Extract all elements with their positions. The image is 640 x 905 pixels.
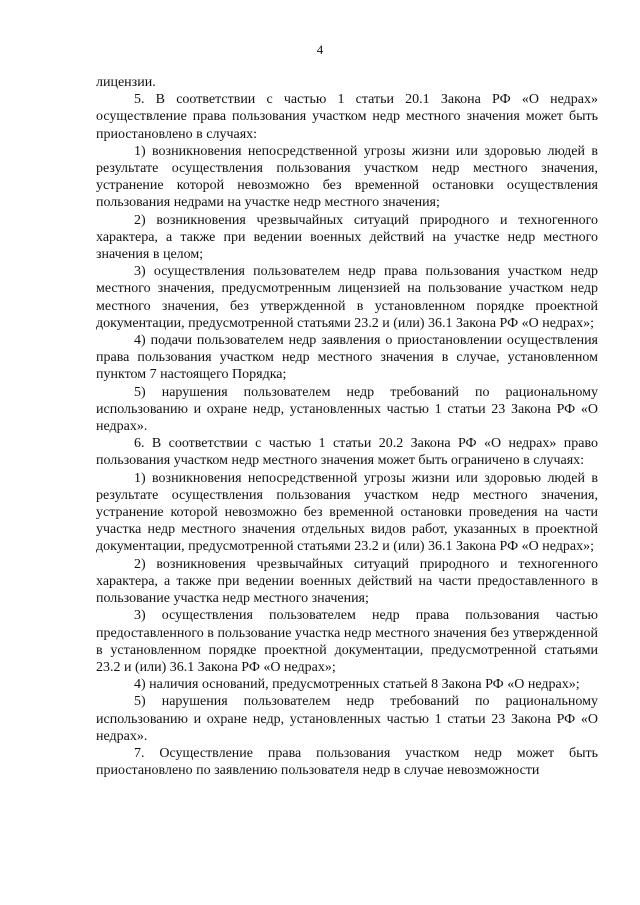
document-body <box>96 74 598 779</box>
subitem-5-3: 3) осуществления пользователем недр права пользования участком недр местного значения, предусмотренным лицензией на пользование участком недр местного значения, без утвержденной в установленном порядке проектной документации, предусмотренной статьями 23.2 и (или) 36.1 Закона РФ «О недрах»; <box>96 264 598 331</box>
subitem-6-4: 4) наличия оснований, предусмотренных статьей 8 Закона РФ «О недрах»; <box>134 677 580 693</box>
subitem-6-3: 3) осуществления пользователем недр права пользования частью предоставленного в пользование участка недр местного значения без утвержденной в установленном порядке проектной документации, предусмотренной статьями 23.2 и (или) 36.1 Закона РФ «О недрах»; <box>96 608 598 675</box>
paragraph-item-5: 5. В соответствии с частью 1 статьи 20.1 Закона РФ «О недрах» осуществление права пользования участком недр местного значения может быть приостановлено в случаях: <box>96 92 598 142</box>
subitem-5-5: 5) нарушения пользователем недр требований по рациональному использованию и охране недр, установленных частью 1 статьи 23 Закона РФ «О недрах». <box>96 384 598 435</box>
subitem-5-1: 1) возникновения непосредственной угрозы жизни или здоровью людей в результате осуществления пользования участком недр местного значения, устранение которой невозможно без временной остановки осуществления пользования недрами на участке недр местного значения; <box>96 143 598 211</box>
page-number: 4 <box>316 42 324 57</box>
subitem-6-2: 2) возникновения чрезвычайных ситуаций природного и техногенного характера, а также при ведении военных действий на части предоставленного в пользование участка недр местного значения; <box>96 556 598 607</box>
paragraph-item-7: 7. Осуществление права пользования участком недр может быть приостановлено по заявлению пользователя недр в случае невозможности <box>96 745 598 779</box>
subitem-6-1: 1) возникновения непосредственной угрозы жизни или здоровью людей в результате осуществления пользования участком недр местного значения, устранение которой невозможно без временной остановки проведения на части участка недр местного значения отдельных видов работ, указанных в проектной документации, предусмотренной статьями 23.2 и (или) 36.1 Закона РФ «О недрах»; <box>96 470 598 555</box>
subitem-5-2: 2) возникновения чрезвычайных ситуаций природного и техногенного характера, а также при ведении военных действий на участке недр местного значения в целом; <box>96 212 598 263</box>
paragraph-continuation: лицензии. <box>96 75 156 90</box>
subitem-5-4: 4) подачи пользователем недр заявления о приостановлении осуществления права пользования участком недр местного значения в случае, установленном пунктом 7 настоящего Порядка; <box>96 333 598 383</box>
paragraph-item-6: 6. В соответствии с частью 1 статьи 20.2 Закона РФ «О недрах» право пользования участком недр местного значения может быть ограничено в случаях: <box>96 436 598 469</box>
subitem-6-5: 5) нарушения пользователем недр требований по рациональному использованию и охране недр, установленных частью 1 статьи 23 Закона РФ «О недрах». <box>96 694 598 744</box>
